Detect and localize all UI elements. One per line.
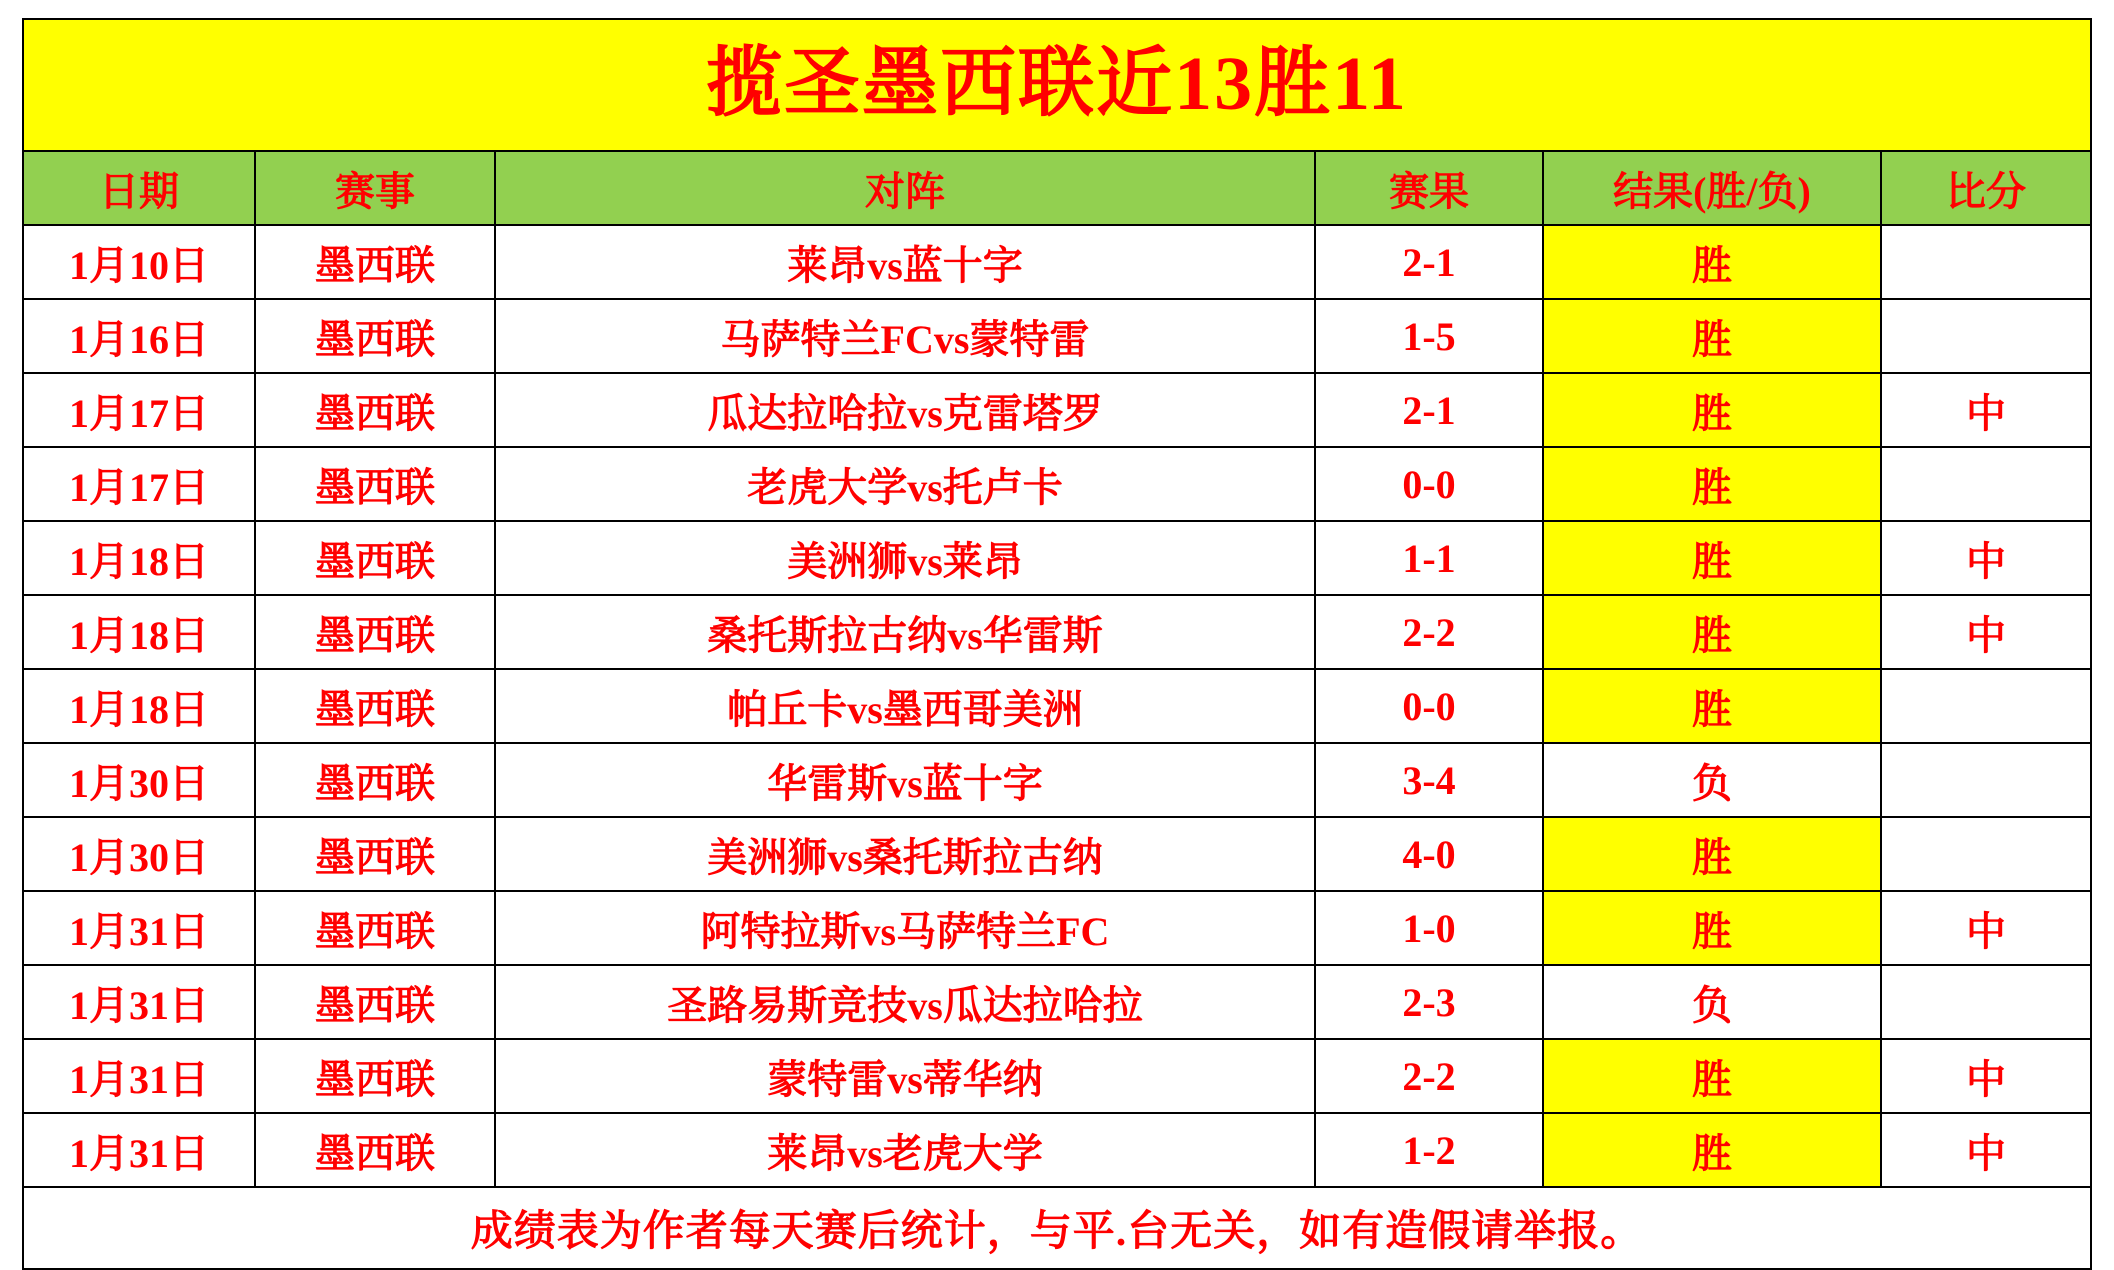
cell-match: 莱昂vs蓝十字 bbox=[495, 225, 1315, 299]
cell-result: 胜 bbox=[1543, 669, 1881, 743]
cell-score: 1-0 bbox=[1315, 891, 1543, 965]
cell-result: 胜 bbox=[1543, 521, 1881, 595]
cell-match: 阿特拉斯vs马萨特兰FC bbox=[495, 891, 1315, 965]
cell-date: 1月31日 bbox=[23, 965, 255, 1039]
cell-score: 2-1 bbox=[1315, 225, 1543, 299]
cell-result: 胜 bbox=[1543, 373, 1881, 447]
cell-league: 墨西联 bbox=[255, 373, 495, 447]
cell-league: 墨西联 bbox=[255, 1039, 495, 1113]
cell-mark bbox=[1881, 965, 2091, 1039]
cell-date: 1月31日 bbox=[23, 1039, 255, 1113]
column-header-match: 对阵 bbox=[495, 151, 1315, 225]
cell-mark: 中 bbox=[1881, 891, 2091, 965]
table-row bbox=[23, 817, 2091, 891]
cell-result: 负 bbox=[1543, 743, 1881, 817]
cell-result: 胜 bbox=[1543, 1039, 1881, 1113]
cell-score: 1-1 bbox=[1315, 521, 1543, 595]
footer-row bbox=[23, 1187, 2091, 1269]
cell-score: 3-4 bbox=[1315, 743, 1543, 817]
table-row bbox=[23, 225, 2091, 299]
results-table bbox=[22, 18, 2092, 1270]
table-row bbox=[23, 669, 2091, 743]
table-row bbox=[23, 965, 2091, 1039]
table-row bbox=[23, 373, 2091, 447]
table-row bbox=[23, 1039, 2091, 1113]
cell-match: 圣路易斯竞技vs瓜达拉哈拉 bbox=[495, 965, 1315, 1039]
cell-match: 美洲狮vs桑托斯拉古纳 bbox=[495, 817, 1315, 891]
cell-date: 1月31日 bbox=[23, 891, 255, 965]
cell-date: 1月18日 bbox=[23, 595, 255, 669]
cell-date: 1月30日 bbox=[23, 817, 255, 891]
table-row bbox=[23, 891, 2091, 965]
cell-match: 蒙特雷vs蒂华纳 bbox=[495, 1039, 1315, 1113]
column-header-date: 日期 bbox=[23, 151, 255, 225]
table-row bbox=[23, 521, 2091, 595]
cell-mark bbox=[1881, 669, 2091, 743]
cell-result: 胜 bbox=[1543, 1113, 1881, 1187]
column-header-league: 赛事 bbox=[255, 151, 495, 225]
cell-league: 墨西联 bbox=[255, 891, 495, 965]
cell-match: 瓜达拉哈拉vs克雷塔罗 bbox=[495, 373, 1315, 447]
cell-league: 墨西联 bbox=[255, 595, 495, 669]
cell-date: 1月31日 bbox=[23, 1113, 255, 1187]
cell-league: 墨西联 bbox=[255, 1113, 495, 1187]
column-header-mark: 比分 bbox=[1881, 151, 2091, 225]
table-row bbox=[23, 595, 2091, 669]
cell-date: 1月17日 bbox=[23, 373, 255, 447]
cell-mark bbox=[1881, 225, 2091, 299]
cell-mark: 中 bbox=[1881, 595, 2091, 669]
cell-date: 1月10日 bbox=[23, 225, 255, 299]
cell-league: 墨西联 bbox=[255, 743, 495, 817]
cell-result: 胜 bbox=[1543, 299, 1881, 373]
cell-league: 墨西联 bbox=[255, 965, 495, 1039]
cell-mark: 中 bbox=[1881, 521, 2091, 595]
table-row bbox=[23, 1113, 2091, 1187]
cell-league: 墨西联 bbox=[255, 447, 495, 521]
cell-score: 2-2 bbox=[1315, 1039, 1543, 1113]
cell-result: 负 bbox=[1543, 965, 1881, 1039]
cell-match: 老虎大学vs托卢卡 bbox=[495, 447, 1315, 521]
cell-date: 1月18日 bbox=[23, 669, 255, 743]
cell-match: 马萨特兰FCvs蒙特雷 bbox=[495, 299, 1315, 373]
table-header-row bbox=[23, 151, 2091, 225]
cell-score: 0-0 bbox=[1315, 447, 1543, 521]
cell-match: 桑托斯拉古纳vs华雷斯 bbox=[495, 595, 1315, 669]
cell-result: 胜 bbox=[1543, 817, 1881, 891]
cell-result: 胜 bbox=[1543, 595, 1881, 669]
cell-score: 4-0 bbox=[1315, 817, 1543, 891]
cell-result: 胜 bbox=[1543, 225, 1881, 299]
column-header-result: 结果(胜/负) bbox=[1543, 151, 1881, 225]
cell-score: 1-5 bbox=[1315, 299, 1543, 373]
cell-mark bbox=[1881, 299, 2091, 373]
disclaimer-text: 成绩表为作者每天赛后统计，与平.台无关，如有造假请举报。 bbox=[23, 1187, 2091, 1269]
cell-league: 墨西联 bbox=[255, 521, 495, 595]
cell-match: 帕丘卡vs墨西哥美洲 bbox=[495, 669, 1315, 743]
cell-score: 2-2 bbox=[1315, 595, 1543, 669]
cell-mark bbox=[1881, 743, 2091, 817]
cell-mark bbox=[1881, 447, 2091, 521]
cell-match: 美洲狮vs莱昂 bbox=[495, 521, 1315, 595]
cell-league: 墨西联 bbox=[255, 669, 495, 743]
cell-result: 胜 bbox=[1543, 447, 1881, 521]
cell-result: 胜 bbox=[1543, 891, 1881, 965]
cell-mark: 中 bbox=[1881, 373, 2091, 447]
cell-match: 莱昂vs老虎大学 bbox=[495, 1113, 1315, 1187]
cell-mark: 中 bbox=[1881, 1039, 2091, 1113]
cell-league: 墨西联 bbox=[255, 299, 495, 373]
cell-score: 2-1 bbox=[1315, 373, 1543, 447]
cell-mark: 中 bbox=[1881, 1113, 2091, 1187]
cell-league: 墨西联 bbox=[255, 817, 495, 891]
table-row bbox=[23, 447, 2091, 521]
cell-date: 1月17日 bbox=[23, 447, 255, 521]
table-row bbox=[23, 743, 2091, 817]
cell-score: 2-3 bbox=[1315, 965, 1543, 1039]
cell-league: 墨西联 bbox=[255, 225, 495, 299]
cell-score: 1-2 bbox=[1315, 1113, 1543, 1187]
cell-date: 1月30日 bbox=[23, 743, 255, 817]
cell-score: 0-0 bbox=[1315, 669, 1543, 743]
cell-match: 华雷斯vs蓝十字 bbox=[495, 743, 1315, 817]
column-header-score: 赛果 bbox=[1315, 151, 1543, 225]
cell-date: 1月16日 bbox=[23, 299, 255, 373]
cell-mark bbox=[1881, 817, 2091, 891]
table-row bbox=[23, 299, 2091, 373]
title-row bbox=[23, 19, 2091, 151]
cell-date: 1月18日 bbox=[23, 521, 255, 595]
page-title: 揽圣墨西联近13胜11 bbox=[23, 19, 2091, 151]
